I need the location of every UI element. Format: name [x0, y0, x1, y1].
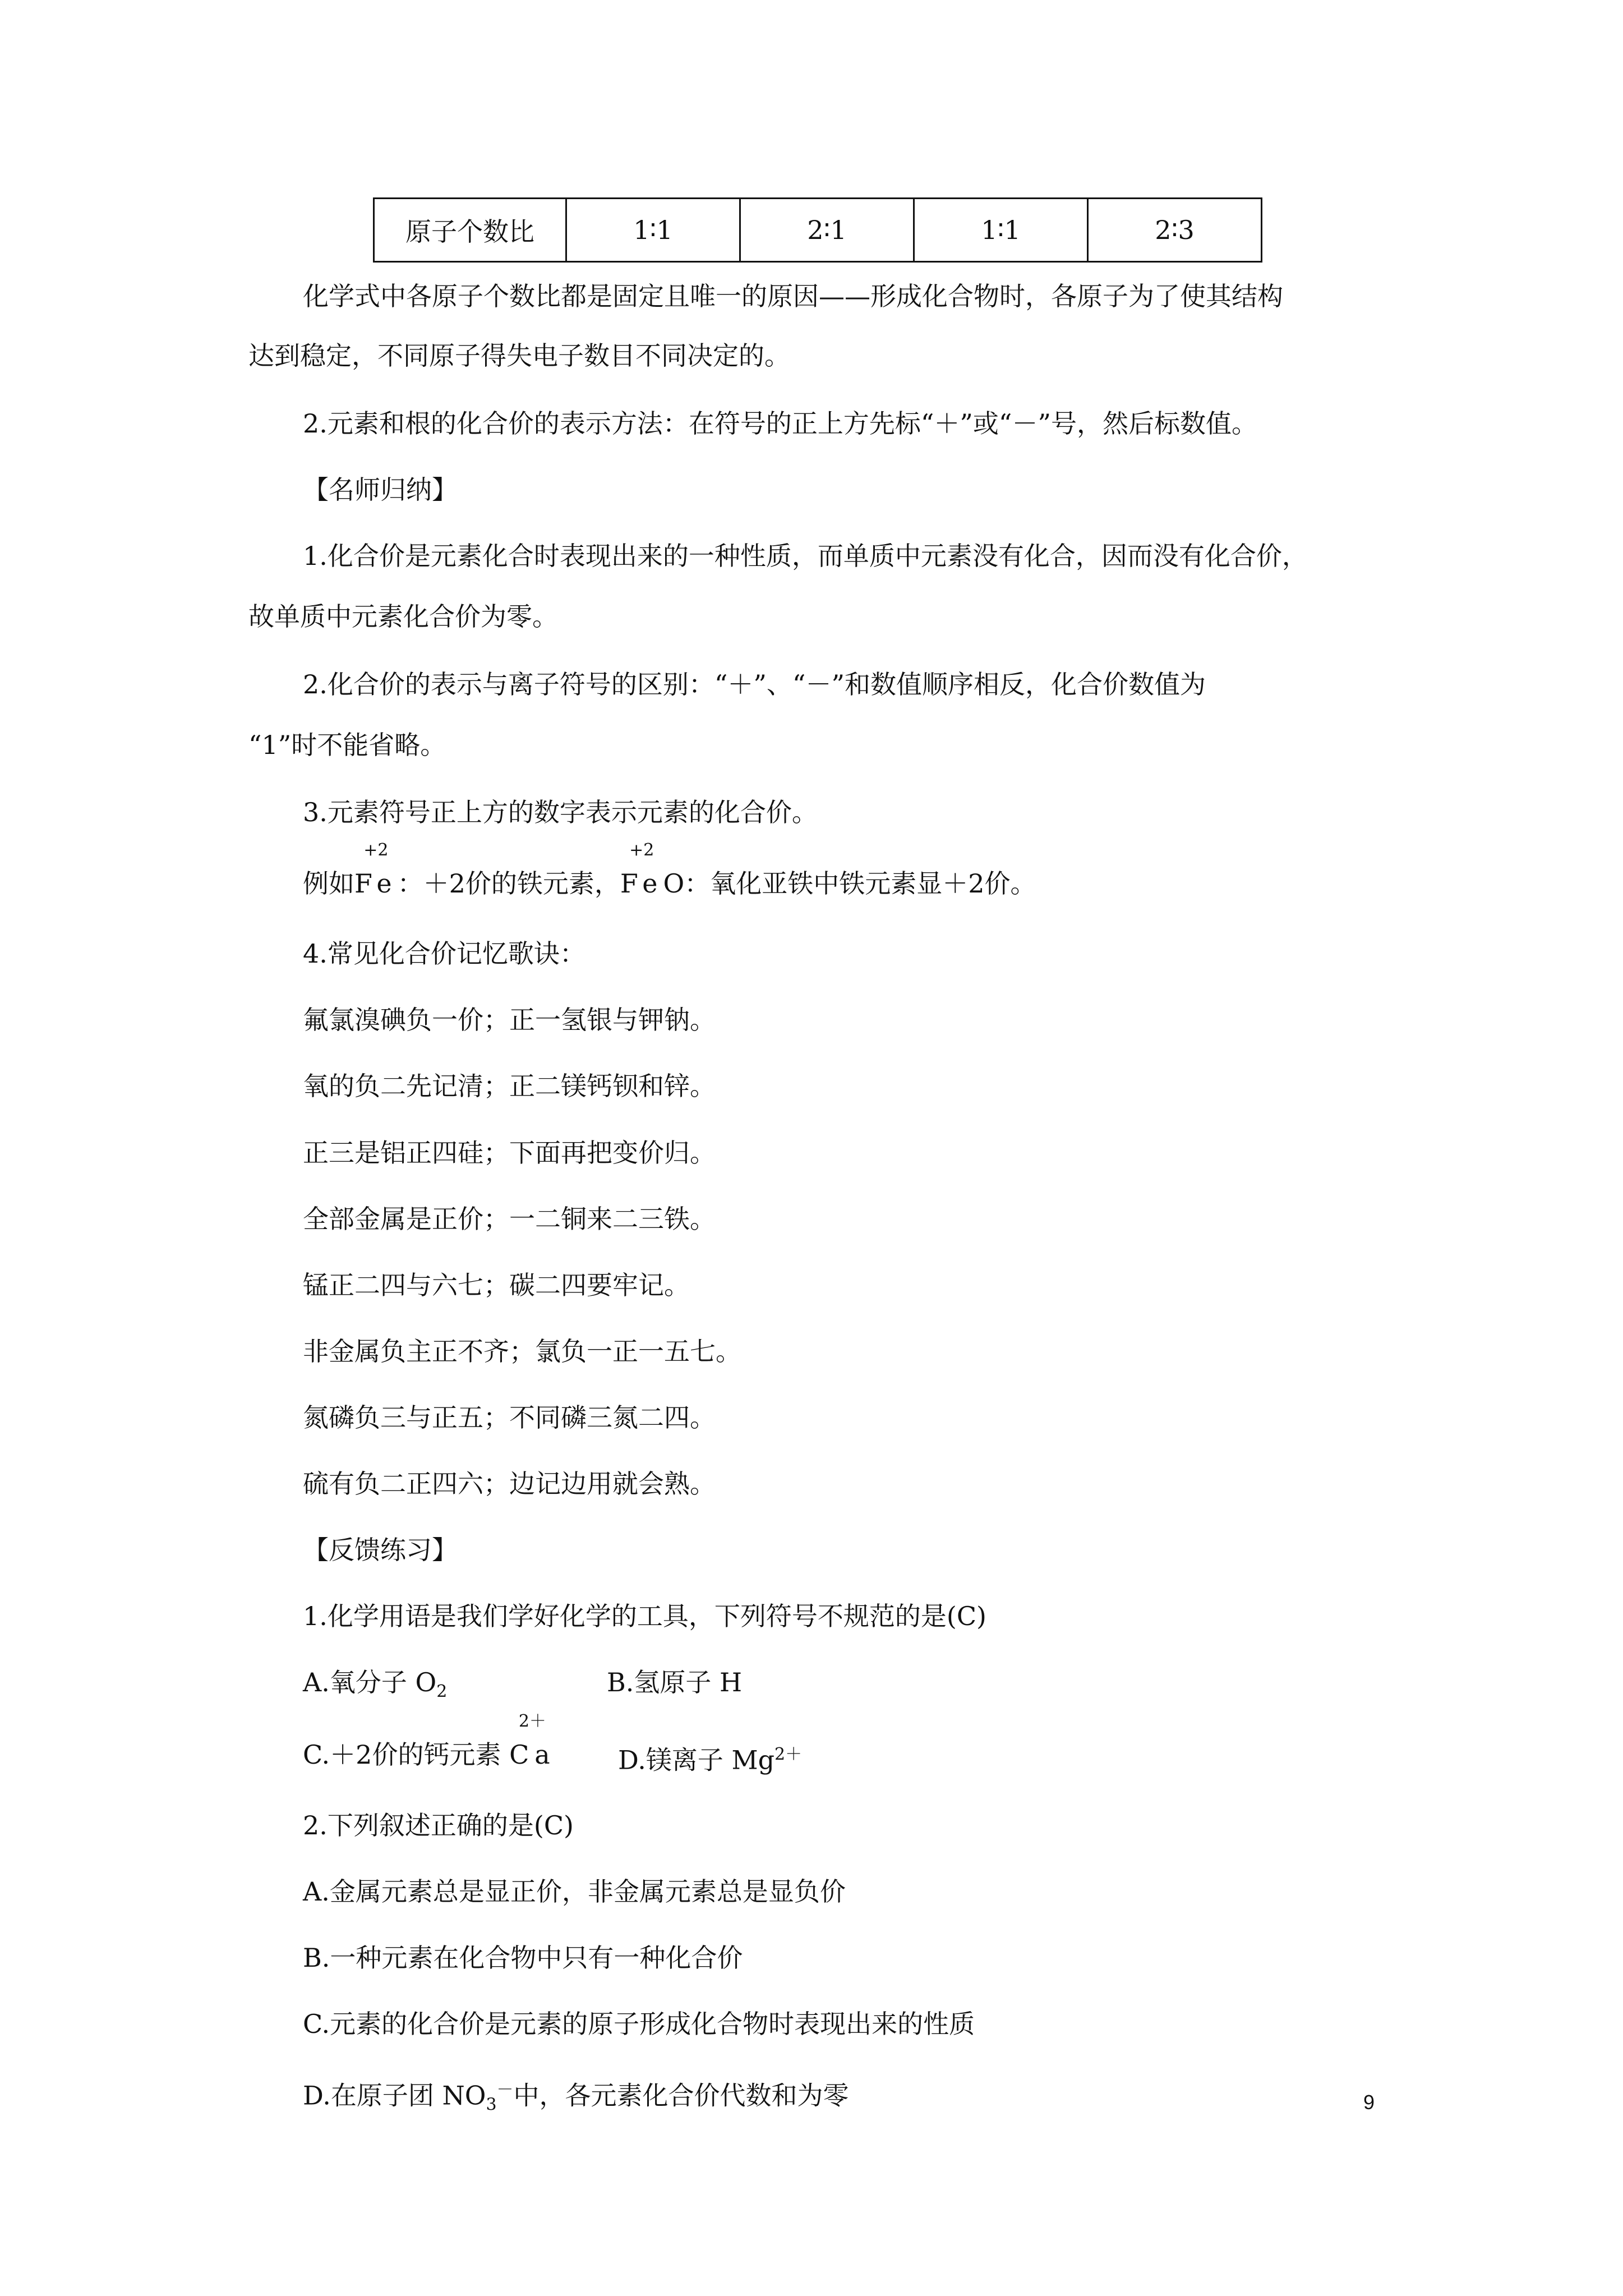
ca-valence-symbol: [509, 1711, 556, 1772]
subscript: 2: [436, 1682, 448, 1702]
mnemonic-verse: 氟氯溴碘负一价；正一氢银与钾钠。: [303, 1005, 716, 1035]
mnemonic-verse: 硫有负二正四六；边记边用就会熟。: [303, 1469, 716, 1499]
mnemonic-verse: 全部金属是正价；一二铜来二三铁。: [303, 1204, 716, 1234]
superscript: 2＋: [774, 1745, 803, 1764]
question-option: A.金属元素总是显正价，非金属元素总是显负价: [303, 1876, 846, 1907]
question-option: C.元素的化合价是元素的原子形成化合物时表现出来的性质: [303, 2009, 975, 2039]
page-number: 9: [1363, 2091, 1375, 2114]
question-option: B.一种元素在化合物中只有一种化合价: [303, 1943, 743, 1973]
question-option: [303, 1711, 556, 1772]
paragraph-line: 达到稳定，不同原子得失电子数目不同决定的。: [248, 341, 790, 371]
valence-example: [303, 840, 1036, 900]
option-text: 中，各元素化合价代数和为零: [513, 2080, 849, 2111]
element-symbol: Ca: [509, 1740, 556, 1770]
option-text: D.镁离子 Mg: [618, 1745, 775, 1775]
atom-ratio-table: [373, 197, 1262, 263]
question-option: [618, 1738, 802, 1777]
feo-fe-symbol: [620, 840, 663, 900]
section-heading: 【名师归纳】: [303, 475, 458, 505]
paragraph-line: 3.元素符号正上方的数字表示元素的化合价。: [303, 797, 818, 827]
paragraph-line: 1.化合价是元素化合时表现出来的一种性质，而单质中元素没有化合，因而没有化合价，: [303, 541, 1308, 571]
mnemonic-verse: 锰正二四与六七；碳二四要牢记。: [303, 1270, 690, 1300]
table-cell: 1∶1: [914, 199, 1088, 262]
table-cell: 2∶3: [1088, 199, 1262, 262]
example-text: ：＋2价的铁元素，: [397, 868, 620, 899]
paragraph-line: 2.元素和根的化合价的表示方法：在符号的正上方先标“＋”或“－”号，然后标数值。: [303, 408, 1257, 439]
question-option: [303, 1665, 447, 1709]
subscript: 3: [486, 2095, 497, 2115]
paragraph-line: “1”时不能省略。: [248, 730, 446, 760]
example-prefix: 例如: [303, 868, 354, 899]
mnemonic-verse: 正三是铝正四硅；下面再把变价归。: [303, 1138, 716, 1168]
question-option: B.氢原子 H: [607, 1667, 743, 1697]
mnemonic-verse: 非金属负主正不齐；氯负一正一五七。: [303, 1336, 741, 1366]
valence-mark: +2: [363, 840, 389, 860]
valence-mark: 2＋: [518, 1711, 546, 1731]
element-symbol: Fe: [620, 868, 663, 899]
superscript: －: [496, 2080, 514, 2100]
paragraph-line: 故单质中元素化合价为零。: [248, 601, 558, 632]
option-text: A.氧分子 O: [303, 1667, 437, 1697]
element-symbol: O: [663, 868, 685, 899]
option-text: D.在原子团 NO: [303, 2080, 486, 2111]
paragraph-line: 2.化合价的表示与离子符号的区别：“＋”、“－”和数值顺序相反，化合价数值为: [303, 669, 1206, 700]
question-stem: 1.化学用语是我们学好化学的工具，下列符号不规范的是(C): [303, 1601, 986, 1631]
example-text: ：氧化亚铁中铁元素显＋2价。: [684, 868, 1036, 899]
mnemonic-title: 4.常见化合价记忆歌诀：: [303, 938, 585, 969]
option-text: C.＋2价的钙元素: [303, 1740, 510, 1770]
valence-mark: +2: [629, 840, 654, 860]
section-heading: 【反馈练习】: [303, 1535, 458, 1565]
table-cell: 2∶1: [740, 199, 914, 262]
fe-valence-symbol: [354, 840, 398, 900]
mnemonic-verse: 氧的负二先记清；正二镁钙钡和锌。: [303, 1071, 716, 1101]
mnemonic-verse: 氮磷负三与正五；不同磷三氮二四。: [303, 1402, 716, 1433]
table-row-header: 原子个数比: [374, 199, 566, 262]
paragraph-line: 化学式中各原子个数比都是固定且唯一的原因——形成化合物时，各原子为了使其结构: [303, 281, 1283, 311]
question-option: [303, 2073, 849, 2122]
table-row: [374, 199, 1262, 262]
element-symbol: Fe: [354, 868, 398, 899]
question-stem: 2.下列叙述正确的是(C): [303, 1810, 574, 1841]
table-cell: 1∶1: [566, 199, 740, 262]
